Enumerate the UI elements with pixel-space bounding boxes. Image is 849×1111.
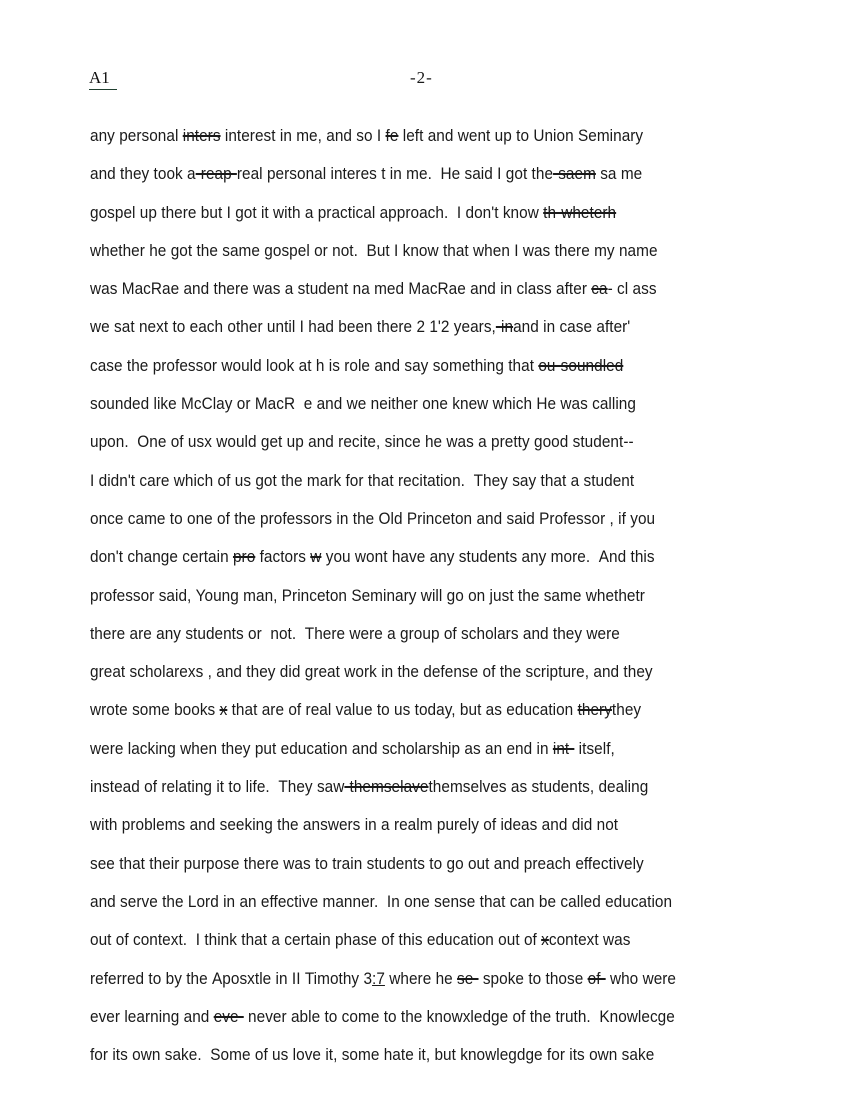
text-segment: once came to one of the professors in the Old Princeton and said Professor , if you <box>90 509 656 528</box>
text-line <box>90 1005 778 1043</box>
text-segment: upon. One of usx would get up and recite, since he was a pretty good student-- <box>90 433 634 452</box>
text-line <box>90 737 778 775</box>
text-line <box>90 201 778 239</box>
text-line <box>90 239 778 277</box>
struck-text: int- <box>552 739 575 758</box>
text-segment: with problems and seeking the answers in a realm purely of ideas and did not <box>90 816 619 835</box>
underlined-text: :7 <box>372 969 385 988</box>
text-segment: real personal interes t in me. He said I got the <box>236 165 554 184</box>
page-number: -2- <box>410 68 433 87</box>
text-segment: see that their purpose there was to train students to go out and preach effectively <box>90 854 644 873</box>
text-line <box>90 162 778 200</box>
text-line <box>90 507 778 545</box>
text-line <box>90 852 778 890</box>
text-line <box>90 545 778 583</box>
text-segment: for its own sake. Some of us love it, some hate it, but knowlegdge for its own sake <box>90 1046 655 1065</box>
text-segment: professor said, Young man, Princeton Seminary will go on just the same whethetr <box>90 586 645 605</box>
struck-text: eve- <box>213 1007 244 1026</box>
text-segment: left and went up to Union Seminary <box>398 127 644 145</box>
struck-text: x <box>219 701 228 720</box>
text-line <box>90 315 778 353</box>
text-line <box>90 622 778 660</box>
text-segment: don't change certain <box>90 548 233 567</box>
text-segment: and serve the Lord in an effective manner. In one sense that can be called education <box>90 892 673 911</box>
struck-text: th-wheterh <box>543 203 617 222</box>
text-segment: ever learning and <box>90 1007 214 1026</box>
text-line <box>90 660 778 698</box>
text-segment: sounded like McClay or MacR e and we neither one knew which He was calling <box>90 395 636 414</box>
text-line <box>90 1043 778 1081</box>
text-line <box>90 354 778 392</box>
text-line <box>90 584 778 622</box>
struck-text: w <box>310 548 322 567</box>
text-segment: whether he got the same gospel or not. But I know that when I was there my name <box>90 241 658 260</box>
text-segment: wrote some books <box>90 701 220 720</box>
text-line <box>90 698 778 736</box>
text-segment: we sat next to each other until I had been there 2 1'2 years, <box>90 318 496 337</box>
text-segment: spoke to those <box>478 969 588 988</box>
text-segment: I didn't care which of us got the mark for that recitation. They say that a student <box>90 471 635 490</box>
struck-text: ou-soundled <box>538 356 624 375</box>
text-segment: interest in me, and so I <box>220 127 386 145</box>
text-line <box>90 928 778 966</box>
text-line <box>90 124 778 162</box>
text-segment: never able to come to the knowxledge of the truth. Knowlecge <box>243 1007 675 1026</box>
text-segment: gospel up there but I got it with a practical approach. I don't know <box>90 203 544 222</box>
text-segment: themselves as students, dealing <box>428 778 649 797</box>
struck-text: -saem <box>553 165 596 184</box>
struck-text: ca <box>591 280 608 299</box>
text-segment: that are of real value to us today, but as education <box>227 701 578 720</box>
text-segment: instead of relating it to life. They saw <box>90 778 345 797</box>
text-segment: you wont have any students any more. And this <box>321 548 655 567</box>
text-segment: who were <box>605 969 677 988</box>
text-segment: there are any students or not. There were a group of scholars and they were <box>90 624 620 643</box>
text-segment: great scholarexs , and they did great work in the defense of the scripture, and they <box>90 663 653 682</box>
text-segment: they <box>611 701 642 720</box>
struck-text: pro <box>232 548 256 567</box>
text-segment: where he <box>384 969 458 988</box>
struck-text: -themselave <box>344 778 429 797</box>
text-line <box>90 277 778 315</box>
text-segment: sa me <box>595 165 643 184</box>
text-segment: case the professor would look at h is role and say something that <box>90 356 539 375</box>
text-segment: any personal <box>90 127 183 145</box>
struck-text: of- <box>587 969 606 988</box>
struck-text: -reap- <box>195 165 237 184</box>
text-line <box>90 967 778 1005</box>
text-segment: was MacRae and there was a student na med MacRae and in class after <box>90 280 592 299</box>
struck-text: inters <box>182 127 221 145</box>
struck-text: fe <box>385 127 399 145</box>
text-segment: factors <box>255 548 311 567</box>
text-segment: - cl ass <box>607 280 657 299</box>
body-text <box>90 124 830 1081</box>
struck-text: x <box>541 931 549 950</box>
text-line <box>90 430 778 468</box>
struck-text: -in <box>495 318 514 337</box>
text-line <box>90 469 778 507</box>
text-segment: were lacking when they put education and scholarship as an end in <box>90 739 553 758</box>
text-segment: referred to by the Aposxtle in II Timothy 3 <box>90 969 373 988</box>
text-segment: out of context. I think that a certain phase of this education out of <box>90 931 542 950</box>
struck-text: thery <box>577 701 612 720</box>
text-line <box>90 392 778 430</box>
text-segment: and in case after' <box>513 318 631 337</box>
text-line <box>90 813 778 851</box>
section-id-label: A1 <box>89 68 117 90</box>
text-line <box>90 890 778 928</box>
text-segment: and they took a <box>90 165 196 184</box>
text-segment: itself, <box>574 739 615 758</box>
struck-text: se- <box>457 969 479 988</box>
text-line <box>90 775 778 813</box>
text-segment: context was <box>548 931 631 950</box>
